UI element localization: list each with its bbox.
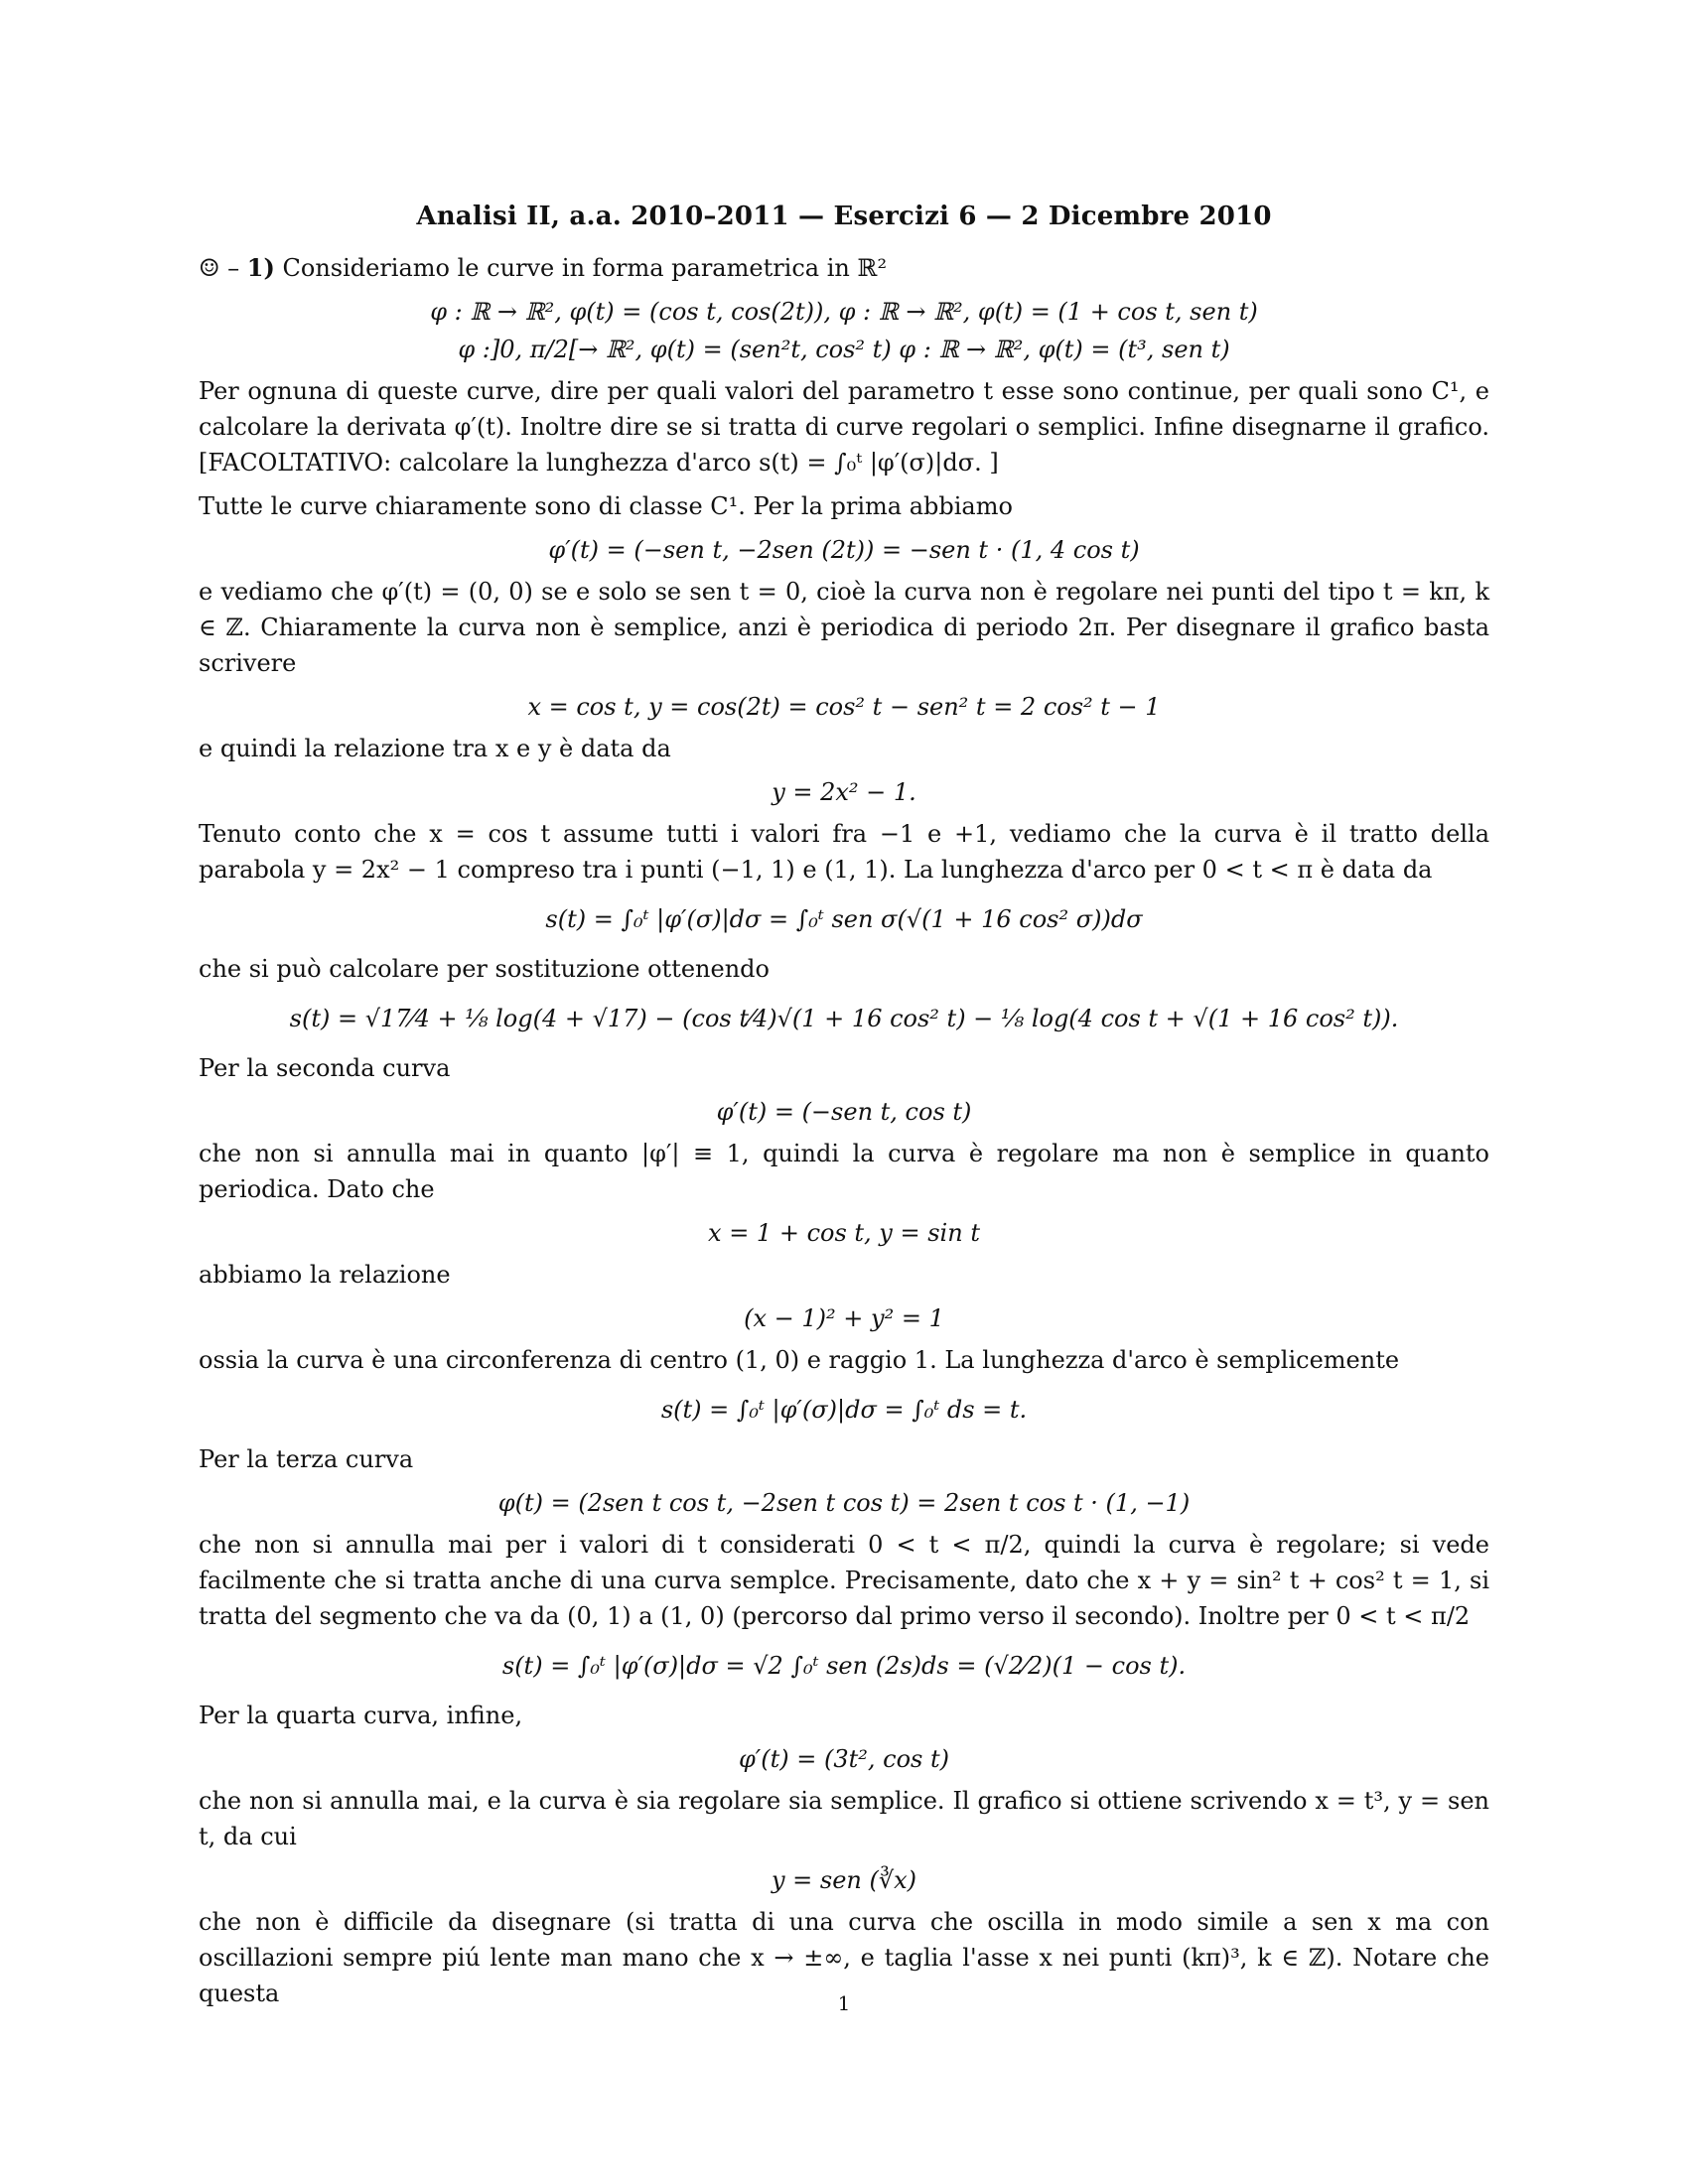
exercise-question: Per ognuna di queste curve, dire per quali valori del parametro t esse sono continue, per quali sono C¹, e calcolare la derivata φ′(t). Inoltre dire se si tratta di curve regolari o semplici. Infine disegnarne il grafico. [FACOLTATIVO: calcolare la lunghezza d'arco s(t) = ∫₀ᵗ |φ′(σ)|dσ. ]: [199, 377, 1489, 477]
equation: s(t) = ∫₀ᵗ |φ′(σ)|dσ = √2 ∫₀ᵗ sen (2s)ds = (√2⁄2)(1 − cos t).: [501, 1652, 1187, 1680]
paragraph: Per la terza curva: [199, 1445, 414, 1473]
paragraph: Per la quarta curva, infine,: [199, 1702, 523, 1729]
curves-row-1: φ : ℝ → ℝ², φ(t) = (cos t, cos(2t)), φ : ℝ → ℝ², φ(t) = (1 + cos t, sen t): [430, 298, 1258, 326]
paragraph: che non è difficile da disegnare (si tratta di una curva che oscilla in modo simile a sen x ma con oscillazioni sempre piú lente man mano che x → ±∞, e taglia l'asse x nei punti (kπ)³, k ∈ ℤ). Notare che questa: [199, 1908, 1489, 2007]
exercise-intro: [199, 250, 1489, 286]
equation: φ′(t) = (−sen t, −2sen (2t)) = −sen t · (1, 4 cos t): [548, 536, 1140, 564]
page-title: Analisi II, a.a. 2010–2011 — Esercizi 6 — 2 Dicembre 2010: [416, 202, 1272, 231]
paragraph: che si può calcolare per sostituzione ottenendo: [199, 955, 770, 983]
equation: s(t) = ∫₀ᵗ |φ′(σ)|dσ = ∫₀ᵗ sen σ(√(1 + 16 cos² σ))dσ: [545, 905, 1143, 933]
paragraph: Tutte le curve chiaramente sono di classe C¹. Per la prima abbiamo: [199, 492, 1013, 520]
paragraph: che non si annulla mai, e la curva è sia regolare sia semplice. Il grafico si ottiene scrivendo x = t³, y = sen t, da cui: [199, 1787, 1489, 1850]
exercise-number: 1): [246, 253, 275, 282]
smiley-icon: ☺ –: [199, 254, 240, 282]
equation: x = cos t, y = cos(2t) = cos² t − sen² t = 2 cos² t − 1: [527, 693, 1161, 721]
curves-row-2: φ :]0, π/2[→ ℝ², φ(t) = (sen²t, cos² t) φ : ℝ → ℝ², φ(t) = (t³, sen t): [458, 336, 1230, 363]
equation: φ′(t) = (−sen t, cos t): [716, 1098, 972, 1126]
paragraph: che non si annulla mai per i valori di t considerati 0 < t < π/2, quindi la curva è regolare; si vede facilmente che si tratta anche di una curva semplce. Precisamente, dato che x + y = sin² t + cos² t = 1, si tratta del segmento che va da (0, 1) a (1, 0) (percorso dal primo verso il secondo). Inoltre per 0 < t < π/2: [199, 1531, 1489, 1630]
paragraph: abbiamo la relazione: [199, 1261, 451, 1289]
equation: y = sen (∛x): [771, 1866, 917, 1894]
paragraph: Tenuto conto che x = cos t assume tutti i valori fra −1 e +1, vediamo che la curva è il tratto della parabola y = 2x² − 1 compreso tra i punti (−1, 1) e (1, 1). La lunghezza d'arco per 0 < t < π è data da: [199, 820, 1489, 884]
equation: s(t) = √17⁄4 + ⅛ log(4 + √17) − (cos t⁄4)√(1 + 16 cos² t) − ⅛ log(4 cos t + √(1 + 16 cos² t)).: [289, 1005, 1399, 1032]
equation: s(t) = ∫₀ᵗ |φ′(σ)|dσ = ∫₀ᵗ ds = t.: [660, 1396, 1028, 1424]
equation: (x − 1)² + y² = 1: [744, 1304, 944, 1332]
page-number: 1: [837, 1991, 851, 2015]
equation: φ(t) = (2sen t cos t, −2sen t cos t) = 2sen t cos t · (1, −1): [497, 1489, 1191, 1517]
paragraph: che non si annulla mai in quanto |φ′| ≡ 1, quindi la curva è regolare ma non è semplice in quanto periodica. Dato che: [199, 1140, 1489, 1203]
paragraph: Per la seconda curva: [199, 1054, 451, 1082]
equation: y = 2x² − 1.: [772, 778, 916, 806]
equation: φ′(t) = (3t², cos t): [739, 1745, 949, 1773]
curves-definitions: [199, 294, 1489, 367]
equation: x = 1 + cos t, y = sin t: [708, 1219, 980, 1247]
paragraph: e vediamo che φ′(t) = (0, 0) se e solo se sen t = 0, cioè la curva non è regolare nei punti del tipo t = kπ, k ∈ ℤ. Chiaramente la curva non è semplice, anzi è periodica di periodo 2π. Per disegnare il grafico basta scrivere: [199, 578, 1489, 677]
paragraph: e quindi la relazione tra x e y è data da: [199, 735, 671, 762]
exercise-intro-text: Consideriamo le curve in forma parametrica in ℝ²: [282, 254, 888, 282]
paragraph: ossia la curva è una circonferenza di centro (1, 0) e raggio 1. La lunghezza d'arco è semplicemente: [199, 1346, 1400, 1374]
page-content: [199, 199, 1489, 2019]
